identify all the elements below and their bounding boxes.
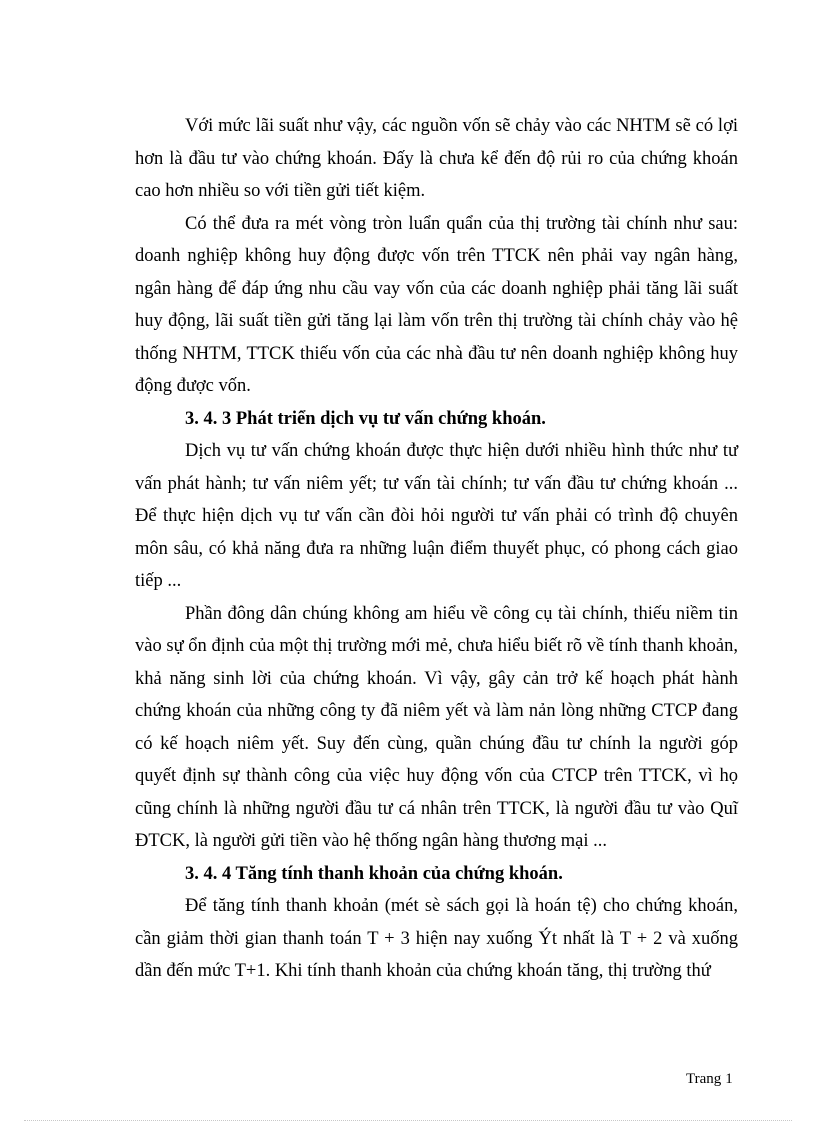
section-heading-3-4-3: 3. 4. 3 Phát triển dịch vụ tư vấn chứng khoán. <box>185 408 546 429</box>
paragraph-liquidity: Để tăng tính thanh khoản (mét sè sách gọi là hoán tệ) cho chứng khoán, cần giảm thời gian thanh toán T + 3 hiện nay xuống Ýt nhất là T + 2 và xuống dần đến mức T+1. Khi tính thanh khoản của chứng khoán tăng, thị trường thứ <box>135 896 738 981</box>
document-body <box>135 110 738 988</box>
paragraph-interest-rate: Với mức lãi suất như vậy, các nguồn vốn sẽ chảy vào các NHTM sẽ có lợi hơn là đầu tư vào chứng khoán. Đấy là chưa kể đến độ rủi ro của chứng khoán cao hơn nhiều so với tiền gửi tiết kiệm. <box>135 116 738 201</box>
page-label: Trang <box>686 1071 722 1087</box>
paragraph-public-investors: Phần đông dân chúng không am hiểu về công cụ tài chính, thiếu niềm tin vào sự ổn định của một thị trường mới mẻ, chưa hiểu biết rõ về tính thanh khoản, khả năng sinh lời của chứng khoán. Vì vậy, gây cản trở kế hoạch phát hành chứng khoán của những công ty đã niêm yết và làm nản lòng những CTCP đang có kế hoạch niêm yết. Suy đến cùng, quần chúng đầu tư chính la người góp quyết định sự thành công của việc huy động vốn của CTCP trên TTCK, vì họ cũng chính là những người đầu tư cá nhân trên TTCK, là người đầu tư vào Quĩ ĐTCK, là người gửi tiền vào hệ thống ngân hàng thương mại ... <box>135 603 738 851</box>
paragraph-advisory-services: Dịch vụ tư vấn chứng khoán được thực hiện dưới nhiều hình thức như tư vấn phát hành; tư vấn niêm yết; tư vấn tài chính; tư vấn đầu tư chứng khoán ... Để thực hiện dịch vụ tư vấn cần đòi hỏi người tư vấn phải có trình độ chuyên môn sâu, có khả năng đưa ra những luận điểm thuyết phục, có phong cách giao tiếp ... <box>135 441 738 591</box>
footer-divider <box>24 1120 792 1121</box>
page-number: 1 <box>725 1071 733 1087</box>
section-heading-3-4-4: 3. 4. 4 Tăng tính thanh khoản của chứng khoán. <box>185 863 563 884</box>
paragraph-vicious-circle: Có thể đưa ra mét vòng tròn luẩn quẩn của thị trường tài chính như sau: doanh nghiệp không huy động được vốn trên TTCK nên phải vay ngân hàng, ngân hàng để đáp ứng nhu cầu vay vốn của các doanh nghiệp phải tăng lãi suất huy động, lãi suất tiền gửi tăng lại làm vốn trên thị trường tài chính chảy vào hệ thống NHTM, TTCK thiếu vốn của các nhà đầu tư nên doanh nghiệp không huy động được vốn. <box>135 213 738 396</box>
page-footer <box>686 1069 733 1089</box>
